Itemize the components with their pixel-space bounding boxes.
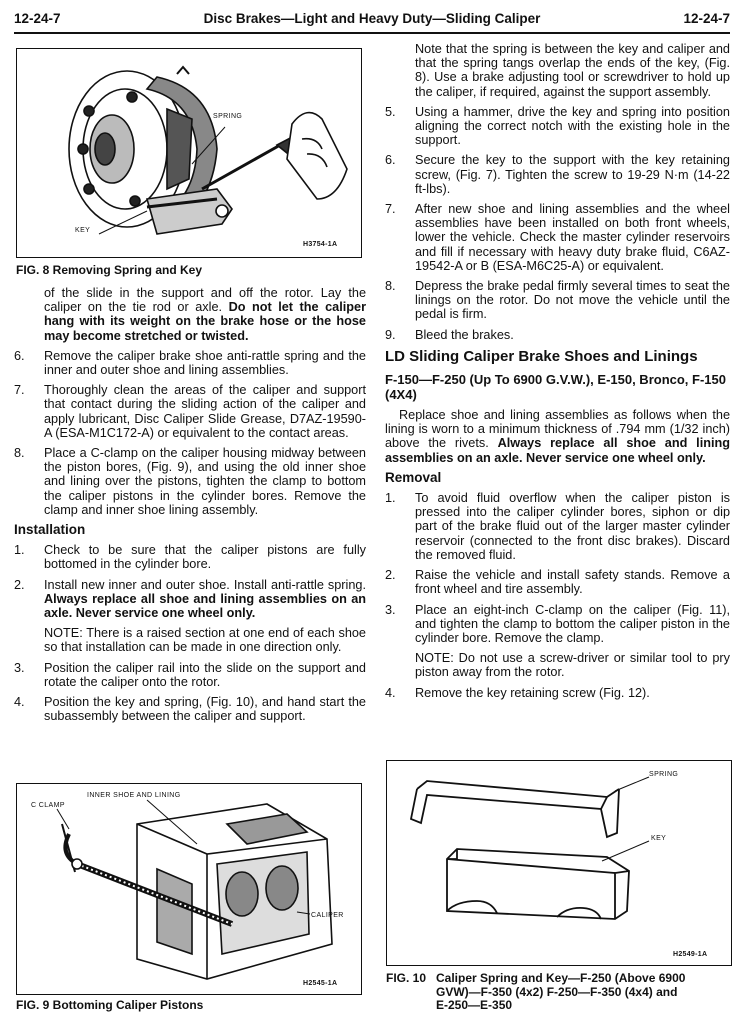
left-column: [14, 286, 366, 729]
figure-8-code: H3754-1A: [303, 241, 338, 248]
step-8: [14, 446, 366, 517]
step-text: [44, 578, 366, 655]
removal-step-3: [385, 603, 730, 680]
step-text: Position the caliper rail into the slide on the support and rotate the caliper onto the rotor.: [44, 660, 366, 689]
figure-8-caption: FIG. 8 Removing Spring and Key: [16, 263, 203, 277]
removal-step-4: [385, 686, 730, 700]
step-text-plain: Install new inner and outer shoe. Install anti-rattle spring.: [44, 577, 366, 592]
intro-paragraph: [385, 408, 730, 465]
figure-10-illustration: [387, 761, 731, 965]
continued-step-text: of the slide in the support and off the rotor. Lay the caliper on the tie rod or axle.: [44, 286, 366, 315]
step-6: [14, 349, 366, 377]
figure-10-caption-line-2: GVW)—F-350 (4x2) F-250—F-350 (4x4) and: [436, 984, 678, 999]
install-step-3: [14, 661, 366, 689]
step-number: 3.: [385, 602, 396, 617]
figure-9: [16, 783, 362, 995]
step-number: 1.: [385, 491, 396, 506]
installation-heading: Installation: [14, 522, 86, 538]
continued-step-warning: Do not let the caliper hang with its weight on the brake hose or the hose may become stretched or twisted.: [44, 300, 367, 343]
step-8-right: [385, 279, 730, 322]
step-number: 2.: [385, 568, 396, 583]
page-header: [14, 8, 730, 34]
figure-10-caption-line-3: E-250—E-350: [436, 998, 513, 1012]
page-number-left: 12-24-7: [14, 11, 61, 26]
removal-step-2: [385, 568, 730, 596]
step-note: NOTE: There is a raised section at one end of each shoe so that installation can be made in one direction only.: [44, 626, 366, 655]
page-title: Disc Brakes—Light and Heavy Duty—Sliding Caliper: [203, 11, 541, 26]
step-text: Position the key and spring, (Fig. 10), and hand start the subassembly between the caliper and support.: [44, 695, 366, 724]
step-text: [415, 603, 730, 680]
step-text: Remove the key retaining screw (Fig. 12).: [415, 685, 650, 700]
step-number: 8.: [14, 446, 25, 461]
figure-9-caption: FIG. 9 Bottoming Caliper Pistons: [16, 998, 204, 1012]
figure-10-caption-row: [386, 972, 730, 986]
section-heading: LD Sliding Caliper Brake Shoes and Linings: [385, 347, 698, 365]
step-number: 8.: [385, 279, 396, 294]
intro-warning: Always replace all shoe and lining assemblies on an axle. Never service one wheel only.: [385, 436, 731, 465]
step-7-right: [385, 202, 730, 273]
step-text: Using a hammer, drive the key and spring into position aligning the correct notch with the existing hole in the support.: [415, 104, 730, 148]
sub-heading: F-150—F-250 (Up To 6900 G.V.W.), E-150, Bronco, F-150 (4X4): [385, 372, 726, 403]
note-top: Note that the spring is between the key and caliper and that the spring tangs overlap the ends of the key, (Fig. 8). Use a brake adjusting tool or screwdriver to hold up the caliper, if required, against the support assembly.: [415, 42, 730, 99]
figure-10-caption: [386, 972, 730, 1013]
continued-step: [44, 286, 366, 343]
step-number: 9.: [385, 327, 396, 342]
figure-9-label-caliper: CALIPER: [311, 912, 344, 919]
figure-9-illustration: [17, 784, 361, 994]
figure-8-label-spring: SPRING: [213, 113, 243, 120]
intro-text: Replace shoe and lining assemblies as follows when the lining is worn to a minimum thickness of .794 mm (1/32 inch) above the rivets.: [385, 408, 730, 451]
figure-10-caption-line-1: Caliper Spring and Key—F-250 (Above 6900: [436, 971, 686, 985]
install-step-4: [14, 695, 366, 723]
step-text: To avoid fluid overflow when the caliper piston is pressed into the caliper cylinder bores, siphon or dip part of the brake fluid out of the larger master cylinder reservoir (connected to the front disc brakes). Discard the removed fluid.: [415, 491, 730, 562]
removal-heading: Removal: [385, 469, 442, 485]
step-note: NOTE: Do not use a screw-driver or similar tool to pry piston away from the rotor.: [415, 651, 730, 680]
step-text-plain: Place an eight-inch C-clamp on the caliper (Fig. 11), and tighten the clamp to bottom the caliper piston in the cylinder bore. Remove the clamp.: [415, 602, 730, 645]
install-step-1: [14, 543, 366, 571]
step-text: Depress the brake pedal firmly several times to seat the linings on the rotor. Do not move the vehicle until the pedal is firm.: [415, 279, 730, 322]
step-7: [14, 383, 366, 440]
figure-10-code: H2549-1A: [673, 951, 708, 958]
step-text: Raise the vehicle and install safety stands. Remove a front wheel and tire assembly.: [415, 568, 730, 597]
step-number: 6.: [14, 348, 25, 363]
step-5: [385, 105, 730, 148]
step-9: [385, 328, 730, 342]
right-column: [385, 42, 730, 706]
step-number: 3.: [14, 660, 25, 675]
step-number: 6.: [385, 153, 396, 168]
step-warning: Always replace all shoe and lining assemblies on an axle. Never service one wheel only.: [44, 591, 366, 621]
step-6-right: [385, 153, 730, 196]
figure-9-label-shoe: INNER SHOE AND LINING: [87, 792, 181, 799]
step-number: 7.: [14, 383, 25, 398]
step-text: Thoroughly clean the areas of the caliper and support that contact during the sliding action of the caliper and apply lubricant, Disc Caliper Slide Grease, D7AZ-19590-A (ESA-M1C172-A) or equivalent to the contact areas.: [44, 383, 366, 440]
step-number: 7.: [385, 202, 396, 217]
figure-8: [16, 48, 362, 258]
step-number: 1.: [14, 543, 25, 558]
figure-10-caption-prefix: FIG. 10: [386, 971, 427, 985]
install-step-2: [14, 578, 366, 655]
step-number: 4.: [385, 685, 396, 700]
figure-9-label-clamp: C CLAMP: [31, 802, 65, 809]
figure-9-code: H2545-1A: [303, 980, 338, 987]
step-text: Secure the key to the support with the key retaining screw, (Fig. 7). Tighten the screw to 19-29 N·m (14-22 ft-lbs).: [415, 153, 730, 196]
step-number: 4.: [14, 695, 25, 710]
figure-10: [386, 760, 732, 966]
step-text: Remove the caliper brake shoe anti-rattle spring and the inner and outer shoe and lining assemblies.: [44, 348, 366, 378]
step-text: After new shoe and lining assemblies and the wheel assemblies have been installed on both front wheels, lower the vehicle. Check the master cylinder reservoirs and fill if necessary with heavy duty brake fluid, C6AZ-19542-A or B (ESA-M6C25-A) or equivalent.: [415, 202, 730, 273]
page-number-right: 12-24-7: [683, 11, 730, 26]
step-number: 2.: [14, 577, 25, 592]
removal-step-1: [385, 491, 730, 562]
step-text: Place a C-clamp on the caliper housing midway between the piston bores, (Fig. 9), and using the old inner shoe and lining over the pistons, tighten the clamp to bottom the caliper pistons in the cylinder bores. Remove the clamp and inner shoe lining assembly.: [44, 446, 366, 517]
step-text: Bleed the brakes.: [415, 327, 514, 342]
step-text: Check to be sure that the caliper pistons are fully bottomed in the cylinder bore.: [44, 543, 366, 572]
figure-8-label-key: KEY: [75, 227, 91, 234]
figure-10-label-spring: SPRING: [649, 771, 679, 778]
step-number: 5.: [385, 104, 396, 119]
figure-8-illustration: [17, 49, 361, 257]
figure-10-label-key: KEY: [651, 835, 667, 842]
